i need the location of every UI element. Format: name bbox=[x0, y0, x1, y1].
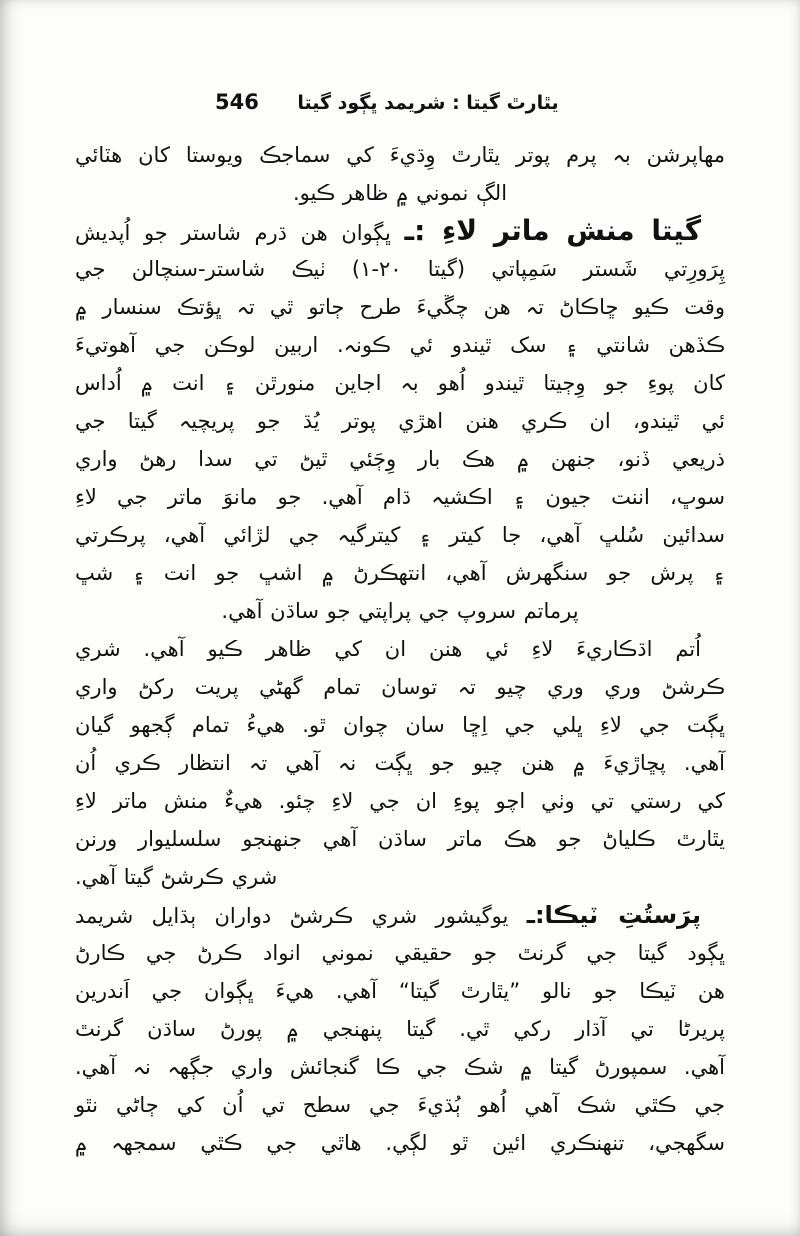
body-text: سدائين سُلڀ آهي، جا کيتر ۽ کيترگيہ جي لڙائي آهي، پرڪرتي bbox=[75, 523, 725, 547]
body-text: يٿارٿ ڪلياڻ جو هڪ ماتر ساڌن آهي جنهنجو سلسليوار ورنن bbox=[75, 827, 725, 851]
body-text: پريرڻا تي آڌار رکي ٿي. گيتا پنهنجي ۾ پورڻ ساڌن گرنٿ bbox=[75, 1017, 725, 1041]
body-text: ڪرشڻ وري وري چيو تہ توسان تمام گهڻي پريت رکڻ واري bbox=[75, 675, 725, 699]
body-text: آهي. پڇاڙيءَ ۾ هنن چيو جو ڀڳت نہ آهي تہ انتظار ڪري اُن bbox=[75, 751, 725, 775]
text-line bbox=[75, 706, 725, 744]
text-line bbox=[75, 934, 725, 972]
body-text: يوگيشور شري ڪرشڻ دواران ٻڌايل شريمد bbox=[75, 904, 527, 928]
body-text: جي ڪٿي شڪ آهي اُهو ٻُڌيءَ جي سطح تي اُن کي ڄاڻي نٿو bbox=[75, 1093, 725, 1117]
body-text: آهي. سمپورڻ گيتا ۾ شڪ جي ڪا گنجائش واري جڳهہ نہ آهي. bbox=[75, 1055, 725, 1079]
body-text: ئي ٿيندو، ان ڪري هنن اهڙي پوتر يُڌ جو پريچيہ گيتا جي bbox=[75, 409, 725, 433]
body-text: سوڀ، اننت جيون ۽ اڪشيہ ڌام آهي. جو مانوَ ماتر جي لاءِ bbox=[75, 485, 725, 509]
body-text: سگهجي، تنهنڪري ائين ٿو لڳي. هاٿي جي ڪٿي سمجھہ ۾ bbox=[75, 1131, 725, 1155]
text-line bbox=[75, 1086, 725, 1124]
text-line bbox=[75, 782, 725, 820]
text-line bbox=[75, 288, 725, 326]
text-line bbox=[75, 630, 725, 668]
body-text: ڪڏهن شانتي ۽ سک ٿيندو ئي ڪونہ. اربين لوڪن جي آهوتيءَ bbox=[75, 333, 725, 357]
text-line bbox=[75, 972, 725, 1010]
text-line bbox=[75, 326, 725, 364]
text-line bbox=[75, 858, 725, 896]
paragraph bbox=[75, 896, 725, 1162]
running-title: يٿارٿ گيتا : شريمد ڀڳود گيتا bbox=[297, 92, 559, 114]
text-line bbox=[75, 136, 725, 174]
text-line bbox=[75, 402, 725, 440]
body-text: هن ٽيڪا جو نالو ”يٿارٿ گيتا“ آهي. هيءَ ڀڳوان جي اَندرين bbox=[75, 979, 725, 1003]
paragraphs bbox=[75, 136, 725, 1162]
text-line bbox=[75, 478, 725, 516]
body-text: کي رستي تي وٺي اچو پوءِ ان جي لاءِ چئو. هيءٌ منش ماتر لاءِ bbox=[75, 789, 725, 813]
body-text: پرماتم سروپ جي پراپتي جو ساڌن آهي. bbox=[221, 599, 579, 623]
body-text: اُتم اڌڪاريءَ لاءِ ئي هنن ان کي ظاهر ڪيو آهي. شري bbox=[75, 637, 701, 661]
body-text: شري ڪرشڻ گيتا آهي. bbox=[75, 865, 278, 889]
text-line bbox=[75, 554, 725, 592]
page-number: 546 bbox=[215, 90, 259, 114]
body-text: ۽ پرش جو سنگهرش آهي، انتهڪرڻ ۾ اشڀ جو انت ۽ شڀ bbox=[75, 561, 725, 585]
text-line bbox=[75, 1048, 725, 1086]
text-line bbox=[75, 440, 725, 478]
section-heading: پرَستُتِ ٽيڪا:ـ bbox=[526, 901, 701, 929]
text-line bbox=[75, 516, 725, 554]
text-line bbox=[75, 1010, 725, 1048]
page-header bbox=[75, 90, 725, 124]
page-content bbox=[75, 90, 725, 1162]
text-line bbox=[75, 744, 725, 782]
body-text: کان پوءِ جو وِڄيتا ٿيندو اُهو بہ اجاين منورٿن ۽ انت ۾ اُداس bbox=[75, 371, 725, 395]
paragraph bbox=[75, 630, 725, 896]
text-line bbox=[75, 592, 725, 630]
body-text: ڀڳت جي لاءِ ڀلي جي اِڇا سان چوان ٿو. هيءُ تمام ڳجھو گيان bbox=[75, 713, 725, 737]
text-line bbox=[75, 1124, 725, 1162]
text-line bbox=[75, 250, 725, 288]
text-line bbox=[75, 212, 725, 250]
paragraph bbox=[75, 136, 725, 212]
text-line bbox=[75, 820, 725, 858]
body-text: ڀڳوان هن ڌرم شاستر جو اُپديش bbox=[75, 221, 405, 245]
body-text: الڳ نموني ۾ ظاهر ڪيو. bbox=[292, 181, 508, 205]
text-line bbox=[75, 174, 725, 212]
section-heading: گيتا منش ماتر لاءِ :ـ bbox=[404, 214, 701, 247]
text-line bbox=[75, 364, 725, 402]
body-text: ذريعي ڏنو، جنهن ۾ هڪ بار وِڄَئي ٿيڻ تي سدا رهڻ واري bbox=[75, 447, 725, 471]
body-text: ڀڳود گيتا جي گرنٿ جو حقيقي نموني انواد ڪرڻ جي ڪارڻ bbox=[75, 941, 725, 965]
text-line bbox=[75, 668, 725, 706]
paragraph bbox=[75, 212, 725, 630]
text-line bbox=[75, 896, 725, 934]
body-text: مهاپرشن بہ پرم پوتر يٿارٿ وِڌيءَ کي سماجڪ ويوستا کان هٽائي bbox=[75, 143, 725, 167]
body-text: پِرَورِتي شَستر سَمِپاتي (گيتا ٢٠-١) ٺيڪ شاستر-سنچالن جي bbox=[75, 257, 725, 281]
body-text: وقت ڪيو ڇاڪاڻ تہ هن چڱيءَ طرح ڄاتو ٿي تہ ڀؤتڪ سنسار ۾ bbox=[75, 295, 725, 319]
